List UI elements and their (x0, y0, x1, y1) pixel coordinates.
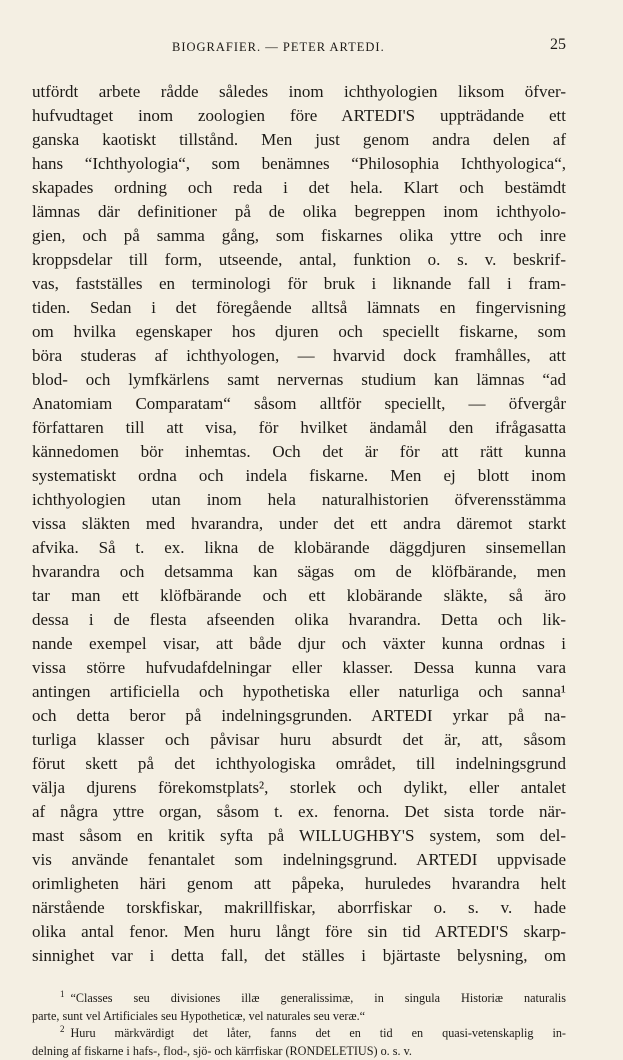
text-line: närstående torskfiskar, makrillfiskar, aborrfiskar o. s. v. hade (32, 896, 566, 920)
running-title: BIOGRAFIER. — PETER ARTEDI. (172, 40, 385, 55)
text-line: vas, fastställes en terminologi för bruk i liknande fall i fram- (32, 272, 566, 296)
text-line: utfördt arbete rådde således inom ichthyologien liksom öfver- (32, 80, 566, 104)
text-line: ichthyologien utan inom hela naturalhistorien öfverensstämma (32, 488, 566, 512)
footnotes (32, 990, 566, 1060)
footnote-2-marker: 2 (60, 1024, 65, 1034)
text-line: sinnighet var i detta fall, det ställes i bjärtaste belysning, om (32, 944, 566, 968)
text-line: skapades ordning och reda i det hela. Klart och bestämdt (32, 176, 566, 200)
text-line: vis använde fenantalet som indelningsgrund. ARTEDI uppvisade (32, 848, 566, 872)
text-line: vissa släkten med hvarandra, under det ett andra däremot starkt (32, 512, 566, 536)
text-line: mast såsom en kritik syfta på WILLUGHBY'S system, som del- (32, 824, 566, 848)
footnote-1-marker: 1 (60, 989, 65, 999)
footnote-2-line-1 (32, 1025, 566, 1043)
footnote-1-line-2: parte, sunt vel Artificiales seu Hypotheticæ, vel naturales seu veræ.“ (32, 1008, 566, 1026)
running-head (32, 36, 566, 58)
text-line: ganska kaotiskt tillstånd. Men just genom andra delen af (32, 128, 566, 152)
footnote-2-text: Huru märkvärdigt det låter, fanns det en tid en quasi-vetenskaplig in- (71, 1026, 567, 1040)
text-line: dessa i de flesta afseenden olika hvarandra. Detta och lik- (32, 608, 566, 632)
text-line: böra studeras af ichthyologen, — hvarvid dock framhålles, att (32, 344, 566, 368)
text-line: välja djurens förekomstplats², storlek och dylikt, eller antalet (32, 776, 566, 800)
text-line: systematiskt ordna och indela fiskarne. Men ej blott inom (32, 464, 566, 488)
text-line: nande exempel visar, att både djur och växter kunna ordnas i (32, 632, 566, 656)
footnote-1-text: “Classes seu divisiones illæ generalissimæ, in singula Historiæ naturalis (71, 991, 567, 1005)
text-line: hvarandra och detsamma kan sägas om de klöfbärande, men (32, 560, 566, 584)
text-line: Anatomiam Comparatam“ såsom alltför speciellt, — öfvergår (32, 392, 566, 416)
text-line: tiden. Sedan i det föregående alltså lämnats en fingervisning (32, 296, 566, 320)
text-line: gien, och på samma gång, som fiskarnes olika yttre och inre (32, 224, 566, 248)
text-line: kännedomen bör inhemtas. Och det är för att rätt kunna (32, 440, 566, 464)
text-line: antingen artificiella och hypothetiska eller naturliga och sanna¹ (32, 680, 566, 704)
text-line: olika antal fenor. Men huru långt före sin tid ARTEDI'S skarp- (32, 920, 566, 944)
text-line: turliga klasser och påvisar huru absurdt det är, att, såsom (32, 728, 566, 752)
page (32, 36, 566, 1060)
text-line: afvika. Så t. ex. likna de klobärande däggdjuren sinsemellan (32, 536, 566, 560)
text-line: författaren till att visa, för hvilket ändamål den ifrågasatta (32, 416, 566, 440)
text-line: tar man ett klöfbärande och ett klobärande släkte, så äro (32, 584, 566, 608)
footnote-1-line-1 (32, 990, 566, 1008)
text-line: om hvilka egenskaper hos djuren och speciellt fiskarne, som (32, 320, 566, 344)
text-line: orimligheten häri genom att påpeka, huruledes hvarandra helt (32, 872, 566, 896)
text-line: hufvudtaget inom zoologien före ARTEDI'S uppträdande ett (32, 104, 566, 128)
text-line: förut skett på det ichthyologiska området, till indelningsgrund (32, 752, 566, 776)
footnote-2-line-2: delning af fiskarne i hafs-, flod-, sjö- och kärrfiskar (RONDELETIUS) o. s. v. (32, 1043, 566, 1060)
text-line: lämnas där definitioner på de olika begreppen inom ichthyolo- (32, 200, 566, 224)
body-text (32, 80, 566, 968)
text-line: och detta beror på indelningsgrunden. ARTEDI yrkar på na- (32, 704, 566, 728)
text-line: hans “Ichthyologia“, som benämnes “Philosophia Ichthyologica“, (32, 152, 566, 176)
text-line: vissa större hufvudafdelningar eller klasser. Dessa kunna vara (32, 656, 566, 680)
text-line: blod- och lymfkärlens samt nervernas studium kan lämnas “ad (32, 368, 566, 392)
text-line: af några yttre organ, såsom t. ex. fenorna. Det sista torde när- (32, 800, 566, 824)
page-number: 25 (550, 36, 566, 54)
text-line: kroppsdelar till form, utseende, antal, funktion o. s. v. beskrif- (32, 248, 566, 272)
